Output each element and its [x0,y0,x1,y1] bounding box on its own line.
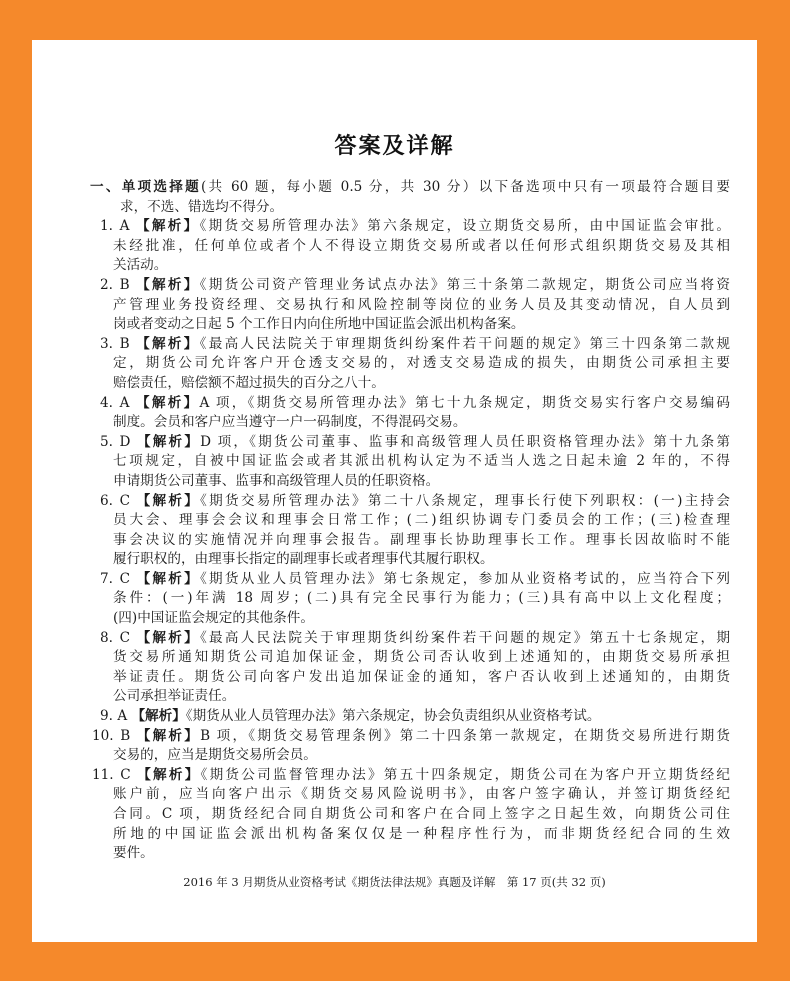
answer-text: 《期货交易所管理办法》第六条规定，设立期货交易所，由中国证监会审批。 [199,218,731,235]
answer-line [90,727,730,747]
section-text: (共 60 题，每小题 0.5 分，共 30 分）以下备选项中只有一项最符合题目要 [200,179,730,195]
answer-item [90,433,730,492]
question-number: 6. [100,492,113,509]
answer-line: 未经批准，任何单位或者个人不得设立期货交易所或者以任何形式组织期货交易及其相 [113,237,730,254]
answer-text: 《期货从业人员管理办法》第七条规定，参加从业资格考试的，应当符合下列 [200,570,731,587]
answer-line: 举证责任。期货公司向客户发出追加保证金的通知，客户否认收到上述通知的，由期货 [113,668,730,685]
section-label: 一、单项选择题 [90,179,201,195]
answer-line: 制度。会员和客户应当遵守一户一码制度，不得混码交易。 [113,414,467,431]
analysis-tag: 【解析】 [136,335,200,352]
answer-line [90,276,730,296]
document-page [32,40,757,942]
answer-line [90,707,730,727]
question-number: 2. [100,276,113,293]
answer-letter: C [119,629,130,646]
answer-text: 《最高人民法院关于审理期货纠纷案件若干问题的规定》第五十七条规定，期 [200,629,731,646]
answer-line [90,335,730,355]
answer-item [90,629,730,707]
answer-line: 产管理业务投资经理、交易执行和风险控制等岗位的业务人员及其变动情况，自人员到 [113,296,730,313]
answer-line: 所地的中国证监会派出机构备案仅仅是一种程序性行为，而非期货经纪合同的生效 [113,825,730,842]
answer-item [90,335,730,394]
analysis-tag: 【解析】 [136,276,200,293]
answer-line: 员大会、理事会会议和理事会日常工作；(二)组织协调专门委员会的工作；(三)检查理 [113,512,730,529]
answer-line: 关活动。 [113,257,168,274]
page-footer: 2016 年 3 月期货从业资格考试《期货法律法规》真题及详解 第 17 页(共 32 页) [183,875,606,889]
section-heading-line [90,178,730,198]
answer-letter: B [119,335,130,352]
answer-line [90,394,730,414]
answer-item [90,217,730,276]
analysis-tag: 【解析】 [136,727,201,744]
analysis-tag: 【解析】 [136,629,200,646]
answer-text: 《期货公司监督管理办法》第五十四条规定，期货公司在为客户开立期货经纪 [200,766,731,783]
answer-line: 申请期货公司董事、监事和高级管理人员的任职资格。 [113,472,440,489]
analysis-tag: 【解析】 [136,433,201,450]
answer-text: A 项，《期货交易所管理办法》第七十九条规定，期货交易实行客户交易编码 [199,394,731,411]
question-number: 4. [100,394,113,411]
answer-line: 账户前，应当向客户出示《期货交易风险说明书》，由客户签字确认，并签订期货经纪 [113,786,730,803]
answer-text: 《期货公司资产管理业务试点办法》第三十条第二款规定，期货公司应当将资 [199,276,730,293]
section-heading-line: 求，不选、错选均不得分。 [120,198,284,215]
answer-item [90,276,730,335]
analysis-tag: 【解析】 [136,218,200,235]
answer-line: 岗或者变动之日起 5 个工作日内向住所地中国证监会派出机构备案。 [113,316,525,333]
answer-line: 定，期货公司允许客户开仓透支交易的，对透支交易造成的损失，由期货公司承担主要 [113,355,730,372]
analysis-tag: 【解析】 [137,766,201,783]
answer-line: 履行职权的，由理事长指定的副理事长或者理事代其履行职权。 [113,551,494,568]
question-number: 7. [100,570,113,587]
analysis-tag: 【解析】 [131,708,186,725]
answer-letter: A [119,218,130,235]
answer-item [90,570,730,629]
answer-line: 合同。C 项，期货经纪合同自期货公司和客户在合同上签字之日起生效，向期货公司住 [113,806,730,822]
answer-line: 公司承担举证责任。 [113,688,236,705]
answer-letter: B [119,276,130,293]
answer-item [90,766,730,864]
answer-item [90,492,730,570]
answer-body [90,178,730,864]
answer-line [90,766,730,786]
answer-line: 货交易所通知期货公司追加保证金，期货公司否认收到上述通知的，由期货交易所承担 [113,649,730,666]
answer-item [90,727,730,766]
answer-letter: B [120,727,131,744]
answer-letter: D [119,433,131,450]
analysis-tag: 【解析】 [136,394,200,411]
answer-line: 事会决议的实施情况并向理事会报告。副理事长协助理事长工作。理事长因故临时不能 [113,531,730,548]
question-number: 11. [92,766,114,783]
answer-text: 《最高人民法院关于审理期货纠纷案件若干问题的规定》第三十四条第二款规 [199,335,730,352]
question-number: 8. [100,629,113,646]
question-number: 9. [100,708,113,725]
answer-letter: C [120,766,131,783]
question-number: 1. [100,218,113,235]
answer-line: 赔偿责任，赔偿额不超过损失的百分之八十。 [113,374,385,391]
question-number: 3. [100,335,113,352]
answer-text: D 项，《期货公司董事、监事和高级管理人员任职资格管理办法》第十九条第 [200,433,730,450]
page-title: 答案及详解 [334,133,455,159]
answer-text: B 项，《期货交易管理条例》第二十四条第一款规定，在期货交易所进行期货 [200,727,730,744]
question-number: 5. [100,433,113,450]
question-number: 10. [92,727,114,744]
answer-item [90,707,730,727]
analysis-tag: 【解析】 [136,492,201,509]
answer-line [90,492,730,512]
answer-item [90,394,730,433]
answer-text: 《期货从业人员管理办法》第六条规定，协会负责组织从业资格考试。 [185,708,601,725]
answer-letter: C [119,492,130,509]
answer-letter: A [117,708,128,725]
analysis-tag: 【解析】 [136,570,200,587]
answer-line [90,217,730,237]
answer-line [90,570,730,590]
answer-line [90,629,730,649]
answer-letter: C [119,570,130,587]
answer-line: 交易的，应当是期货交易所会员。 [113,747,317,764]
answer-line: 要件。 [113,845,154,862]
answer-line: 七项规定，自被中国证监会或者其派出机构认定为不适当人选之日起未逾 2 年的，不得 [113,453,730,470]
answer-letter: A [119,394,130,411]
answer-line: (四)中国证监会规定的其他条件。 [113,610,314,627]
answer-line: 条件：(一)年满 18 周岁；(二)具有完全民事行为能力；(三)具有高中以上文化程度； [113,590,730,607]
answer-text: 《期货交易所管理办法》第二十八条规定，理事长行使下列职权：(一)主持会 [200,492,731,509]
answer-line [90,433,730,453]
